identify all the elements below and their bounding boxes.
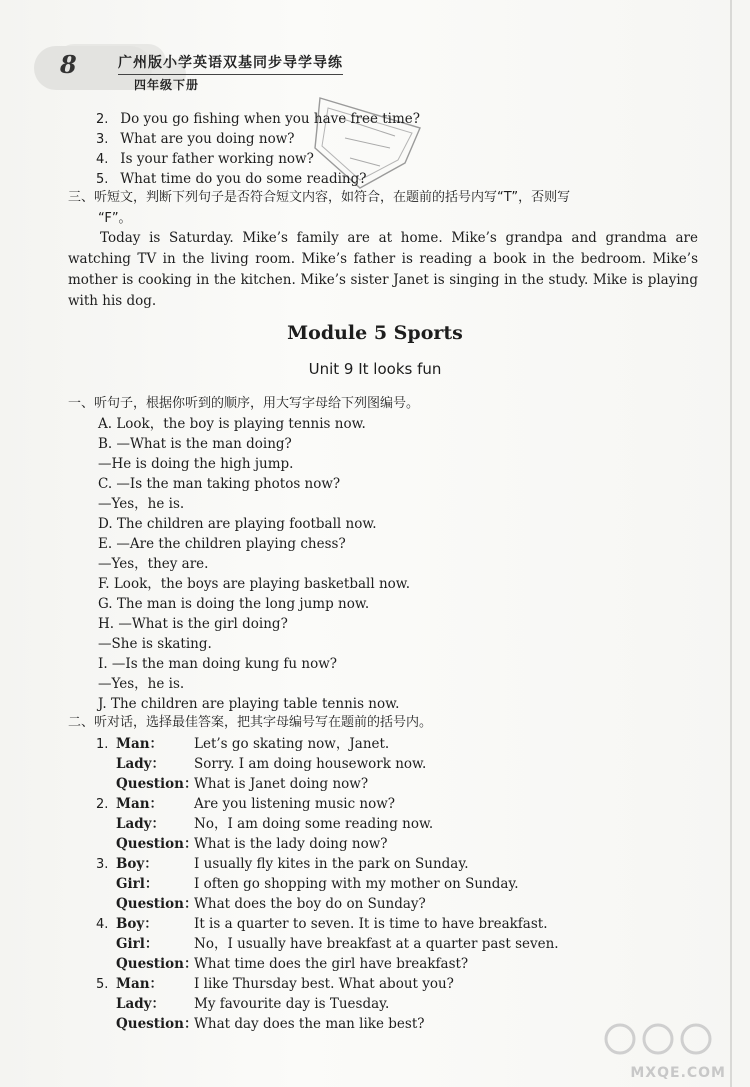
part1-line: C. —Is the man taking photos now? xyxy=(98,476,341,492)
speaker-label: Lady： xyxy=(116,816,166,832)
dialogue-number: 2. xyxy=(96,797,109,812)
dialogue-line xyxy=(96,955,468,973)
section3-instruction: 三、听短文，判断下列句子是否符合短文内容，如符合，在题前的括号内写“T”，否则写 xyxy=(68,190,571,205)
dialogue-line xyxy=(96,935,559,953)
dialogue-line xyxy=(96,915,548,934)
dialogue-text: What is Janet doing now? xyxy=(194,776,369,792)
page-number: 8 xyxy=(60,50,77,79)
part1-line: A. Look，the boy is playing tennis now. xyxy=(98,416,366,432)
dialogue-line xyxy=(96,835,388,853)
dialogue-line xyxy=(96,775,368,793)
dialogue-number: 5. xyxy=(96,977,109,992)
speaker-label: Girl： xyxy=(116,876,159,892)
part1-line: B. —What is the man doing? xyxy=(98,436,292,452)
part1-instruction: 一、听句子，根据你听到的顺序，用大写字母给下列图编号。 xyxy=(68,396,420,411)
dialogue-line xyxy=(96,975,454,994)
dialogue-line xyxy=(96,815,433,833)
part1-line: J. The children are playing table tennis now. xyxy=(98,696,400,712)
question-number: 5. xyxy=(96,172,109,187)
passage-text: Today is Saturday. Mike’s family are at home. Mike’s grandpa and grandma are watching TV in the living room. Mike’s father is reading a book in the bedroom. Mike’s mother is cooking in the kitchen. Mike’s sister Janet is singing in the study. Mike is playing with his dog. xyxy=(68,230,698,309)
grade-label: 四年级下册 xyxy=(134,78,200,92)
dialogue-text: My favourite day is Tuesday. xyxy=(194,996,390,1012)
speaker-label: Girl： xyxy=(116,936,159,952)
listening-passage xyxy=(68,228,698,312)
series-title: 广州版小学英语双基同步导学导练 xyxy=(118,52,343,75)
part1-line: —Yes，they are. xyxy=(98,556,209,572)
part1-line: I. —Is the man doing kung fu now? xyxy=(98,656,338,672)
part2-instruction: 二、听对话，选择最佳答案，把其字母编号写在题前的括号内。 xyxy=(68,715,433,730)
dialogue-line xyxy=(96,755,426,773)
speaker-label: Question： xyxy=(116,836,198,852)
speaker-label: Question： xyxy=(116,896,198,912)
question-number: 3. xyxy=(96,132,109,147)
speaker-label: Lady： xyxy=(116,756,166,772)
dialogue-line xyxy=(96,895,426,913)
part1-line: F. Look，the boys are playing basketball now. xyxy=(98,576,411,592)
speaker-label: Question： xyxy=(116,956,198,972)
speaker-label: Man： xyxy=(116,976,164,992)
part1-line: —Yes，he is. xyxy=(98,676,185,692)
dialogue-line xyxy=(96,995,389,1013)
watermark-text: MXQE.COM xyxy=(630,1065,726,1081)
dialogue-number: 4. xyxy=(96,917,109,932)
module-title: Module 5 Sports xyxy=(287,322,463,344)
question-item xyxy=(96,170,366,189)
dialogue-line xyxy=(96,855,468,874)
question-item xyxy=(96,110,420,129)
dialogue-text: What day does the man like best? xyxy=(194,1016,425,1032)
dialogue-text: It is a quarter to seven. It is time to have breakfast. xyxy=(194,916,548,932)
question-item xyxy=(96,130,295,149)
speaker-label: Boy： xyxy=(116,916,158,932)
question-text: Is your father working now? xyxy=(120,151,314,167)
dialogue-text: What does the boy do on Sunday? xyxy=(194,896,426,912)
dialogue-text: What is the lady doing now? xyxy=(194,836,388,852)
unit-title: Unit 9 It looks fun xyxy=(308,360,442,378)
speaker-label: Boy： xyxy=(116,856,158,872)
dialogue-line xyxy=(96,795,395,814)
question-text: What time do you do some reading? xyxy=(120,171,367,187)
dialogue-text: What time does the girl have breakfast? xyxy=(194,956,469,972)
dialogue-text: Are you listening music now? xyxy=(194,796,396,812)
speaker-label: Man： xyxy=(116,796,164,812)
part1-line: —He is doing the high jump. xyxy=(98,456,294,472)
question-number: 4. xyxy=(96,152,109,167)
dialogue-number: 3. xyxy=(96,857,109,872)
question-item xyxy=(96,150,314,169)
dialogue-number: 1. xyxy=(96,737,109,752)
part1-line: H. —What is the girl doing? xyxy=(98,616,288,632)
dialogue-text: Let’s go skating now，Janet. xyxy=(194,736,390,752)
dialogue-text: I often go shopping with my mother on Sunday. xyxy=(194,876,519,892)
dialogue-text: Sorry. I am doing housework now. xyxy=(194,756,427,772)
dialogue-line xyxy=(96,735,389,754)
part1-line: E. —Are the children playing chess? xyxy=(98,536,346,552)
part1-line: G. The man is doing the long jump now. xyxy=(98,596,370,612)
dialogue-text: No，I am doing some reading now. xyxy=(194,816,434,832)
page-edge xyxy=(730,0,732,1087)
dialogue-text: I like Thursday best. What about you? xyxy=(194,976,454,992)
speaker-label: Lady： xyxy=(116,996,166,1012)
part1-line: —Yes，he is. xyxy=(98,496,185,512)
speaker-label: Question： xyxy=(116,776,198,792)
speaker-label: Man： xyxy=(116,736,164,752)
dialogue-text: No，I usually have breakfast at a quarter past seven. xyxy=(194,936,559,952)
part1-line: D. The children are playing football now. xyxy=(98,516,377,532)
dialogue-line xyxy=(96,1015,424,1033)
question-text: Do you go fishing when you have free time? xyxy=(120,111,421,127)
question-number: 2. xyxy=(96,112,109,127)
part1-line: —She is skating. xyxy=(98,636,212,652)
dialogue-text: I usually fly kites in the park on Sunday. xyxy=(194,856,469,872)
speaker-label: Question： xyxy=(116,1016,198,1032)
section3-instruction-cont: “F”。 xyxy=(98,211,132,226)
dialogue-line xyxy=(96,875,519,893)
question-text: What are you doing now? xyxy=(120,131,295,147)
